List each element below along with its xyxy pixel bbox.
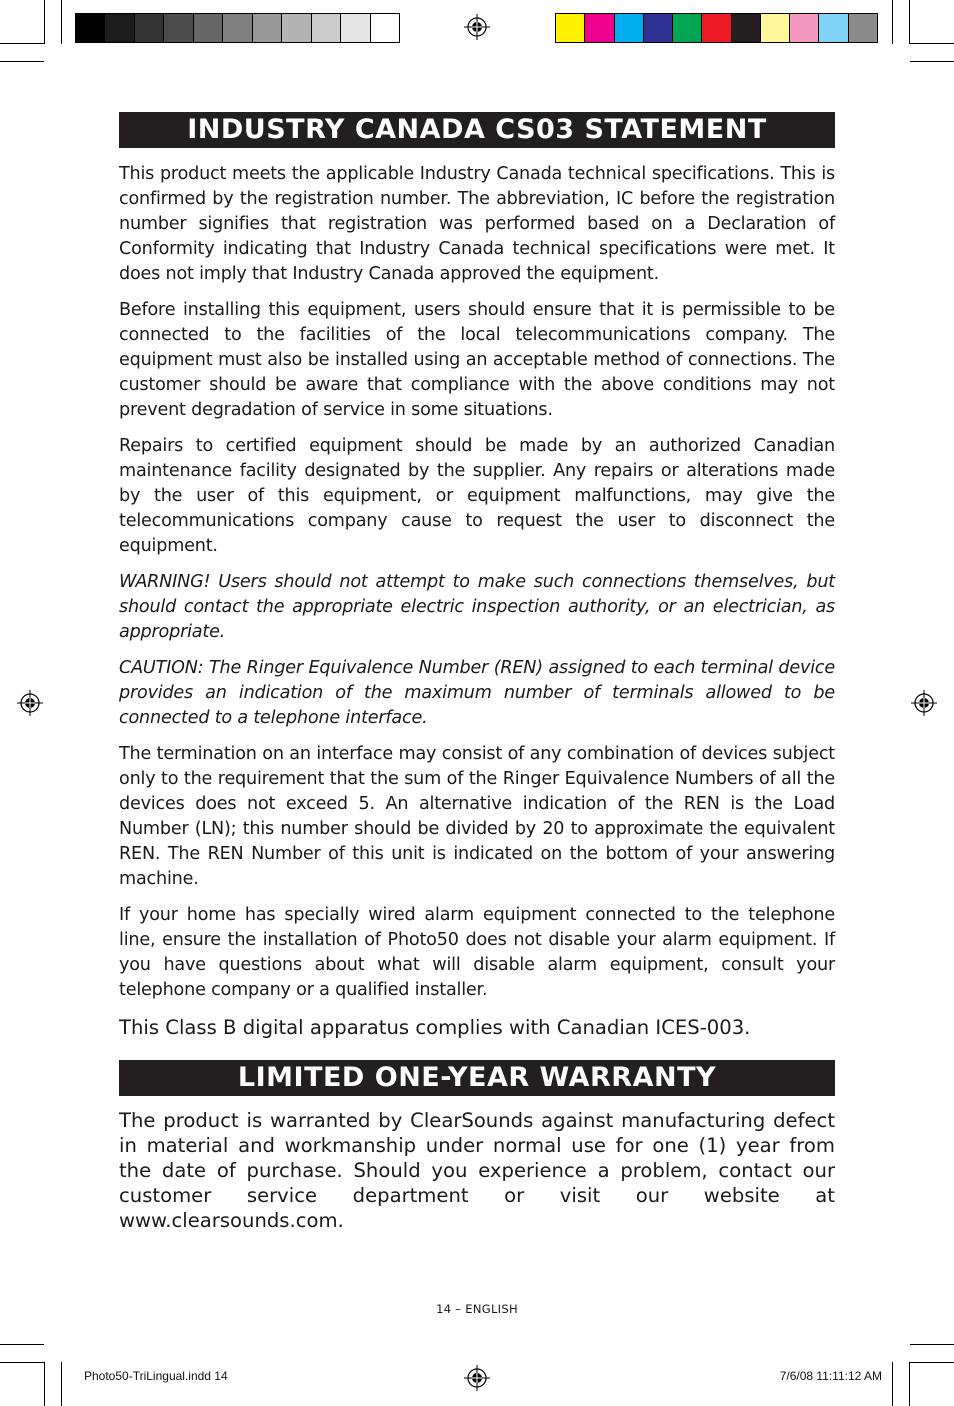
page-content: [119, 112, 835, 1244]
color-swatch: [253, 14, 282, 42]
color-swatch: [105, 14, 134, 42]
section-heading-warranty: LIMITED ONE-YEAR WARRANTY: [119, 1060, 835, 1096]
crop-mark: [892, 1362, 893, 1406]
color-swatch: [615, 14, 644, 42]
color-swatch: [644, 14, 673, 42]
crop-mark: [61, 0, 62, 44]
color-swatch: [556, 14, 585, 42]
crop-mark: [909, 1362, 910, 1406]
ices-statement: This Class B digital apparatus complies with Canadian ICES-003.: [119, 1016, 751, 1039]
crop-mark: [44, 1362, 45, 1406]
color-swatch: [135, 14, 164, 42]
paragraph: The termination on an interface may consist of any combination of devices subject only to the requirement that the sum of the Ringer Equivalence Numbers of all the devices does not exceed 5. An alternative indication of the REN is the Load Number (LN); this number should be divided by 20 to approximate the equivalent REN. The REN Number of this unit is indicated on the bottom of your answering machine.: [119, 744, 835, 889]
crop-mark: [0, 1344, 44, 1345]
crop-mark: [61, 1362, 62, 1406]
crop-mark: [910, 43, 954, 44]
color-bar: [555, 13, 878, 43]
crop-mark: [0, 61, 44, 62]
grayscale-bar: [75, 13, 400, 43]
color-swatch: [673, 14, 702, 42]
registration-mark-icon: [911, 690, 937, 716]
slug-filename: Photo50-TriLingual.indd 14: [84, 1369, 228, 1383]
paragraph: Repairs to certified equipment should be made by an authorized Canadian maintenance facility designated by the supplier. Any repairs or alterations made by the user of this equipment, or equipment malfunctions, may give the telecommunications company cause to request the user to disconnect the equipment.: [119, 436, 835, 556]
crop-mark: [44, 0, 45, 44]
slug-timestamp: 7/6/08 11:11:12 AM: [779, 1369, 882, 1383]
color-swatch: [732, 14, 761, 42]
paragraph: If your home has specially wired alarm equipment connected to the telephone line, ensure the installation of Photo50 does not disable your alarm equipment. If you have questions about what will disable alarm equipment, consult your telephone company or a qualified installer.: [119, 905, 835, 1000]
color-swatch: [849, 14, 877, 42]
section-heading-industry-canada: INDUSTRY CANADA CS03 STATEMENT: [119, 112, 835, 148]
crop-mark: [0, 1362, 44, 1363]
caution-paragraph: CAUTION: The Ringer Equivalence Number (REN) assigned to each terminal device provides an indication of the maximum number of terminals allowed to be connected to a telephone interface.: [119, 658, 835, 728]
paragraph: This product meets the applicable Industry Canada technical specifications. This is confirmed by the registration number. The abbreviation, IC before the registration number signifies that registration was performed based on a Declaration of Conformity indicating that Industry Canada technical specifications were met. It does not imply that Industry Canada approved the equipment.: [119, 164, 835, 284]
color-swatch: [819, 14, 848, 42]
color-swatch: [790, 14, 819, 42]
warranty-paragraph: The product is warranted by ClearSounds against manufacturing defect in material and workmanship under normal use for one (1) year from the date of purchase. Should you experience a problem, contact our customer service department or visit our website at www.clearsounds.com.: [119, 1109, 835, 1232]
paragraph: Before installing this equipment, users should ensure that it is permissible to be connected to the facilities of the local telecommunications company. The equipment must also be installed using an acceptable method of connections. The customer should be aware that compliance with the above conditions may not prevent degradation of service in some situations.: [119, 300, 835, 420]
page-number: 14 – ENGLISH: [436, 1302, 518, 1316]
color-swatch: [702, 14, 731, 42]
color-swatch: [282, 14, 311, 42]
crop-mark: [909, 0, 910, 44]
color-swatch: [76, 14, 105, 42]
color-swatch: [164, 14, 193, 42]
crop-mark: [892, 0, 893, 44]
crop-mark: [910, 61, 954, 62]
color-swatch: [194, 14, 223, 42]
color-swatch: [585, 14, 614, 42]
color-swatch: [341, 14, 370, 42]
crop-mark: [0, 43, 44, 44]
color-swatch: [223, 14, 252, 42]
crop-mark: [910, 1344, 954, 1345]
registration-mark-icon: [464, 14, 490, 40]
registration-mark-icon: [464, 1365, 490, 1391]
crop-mark: [910, 1362, 954, 1363]
registration-mark-icon: [17, 690, 43, 716]
color-swatch: [371, 14, 399, 42]
warning-paragraph: WARNING! Users should not attempt to make such connections themselves, but should contact the appropriate electric inspection authority, or an electrician, as appropriate.: [119, 572, 835, 642]
color-swatch: [761, 14, 790, 42]
color-swatch: [312, 14, 341, 42]
